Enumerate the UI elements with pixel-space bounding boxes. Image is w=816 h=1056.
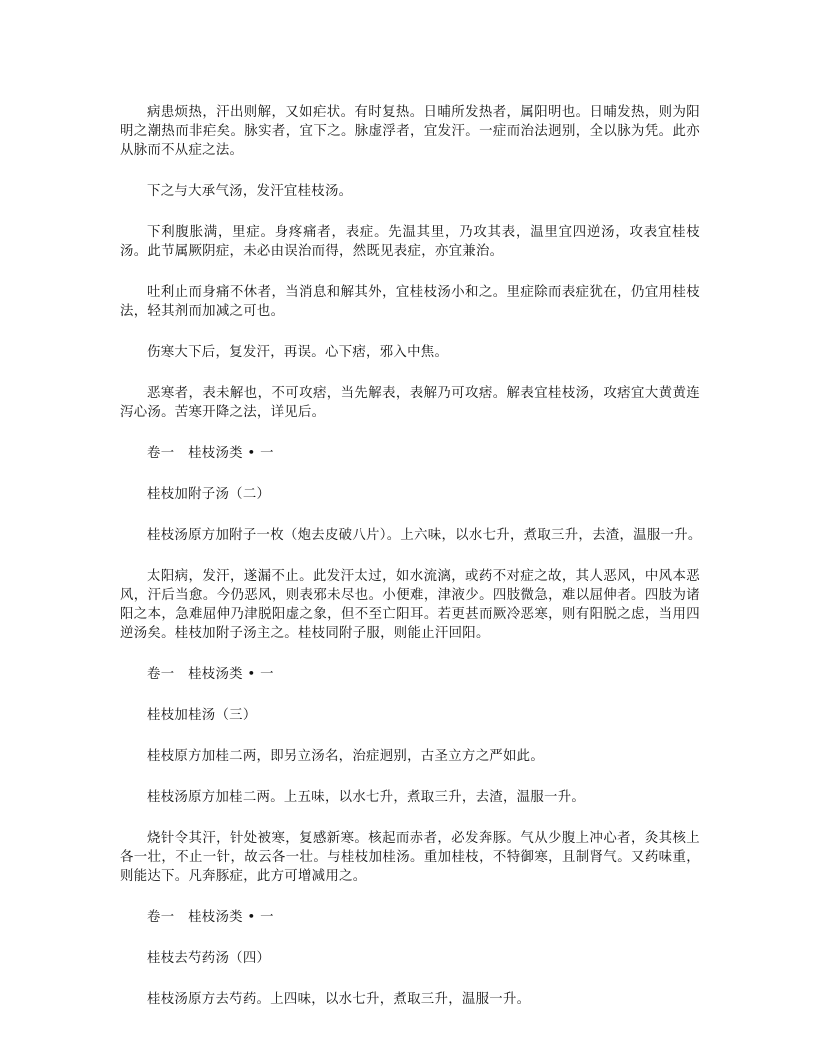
section-header: 卷一 桂枝汤类 • 一 (147, 667, 274, 682)
paragraph-taiyang-sweating: 太阳病，发汗，遂漏不止。此发汗太过，如水流漓，或药不对症之故，其人恶风，中风本恶风，汗后当愈。今仍恶风，则表邪未尽也。小便难，津液少。四肢微急，难以屈伸者。四肢为诸阳之本，急难屈伸乃津脱阳虚之象，但不至亡阳耳。若更甚而厥冷恶寒，则有阳脱之虑，当用四逆汤矣。桂枝加附子汤主之。桂枝同附子服，则能止汗回阳。 (120, 569, 700, 641)
formula-recipe: 桂枝汤原方去芍药。上四味，以水七升，煮取三升，温服一升。 (147, 992, 531, 1007)
paragraph-purge-sweat: 下之与大承气汤，发汗宜桂枝汤。 (147, 184, 353, 199)
formula-recipe: 桂枝汤原方加附子一枚（炮去皮破八片）。上六味，以水七升，煮取三升，去渣，温服一升。 (147, 528, 702, 543)
paragraph-vomiting-stops: 吐利止而身痛不休者，当消息和解其外，宜桂枝汤小和之。里症除而表症犹在，仍宜用桂枝法，轻其剂而加减之可也。 (120, 285, 700, 319)
document-page (120, 103, 700, 1031)
formula-note: 桂枝原方加桂二两，即另立汤名，治症迥别，古圣立方之严如此。 (147, 749, 545, 764)
paragraph-diarrhea-distension: 下利腹胀满，里症。身疼痛者，表症。先温其里，乃攻其表，温里宜四逆汤，攻表宜桂枝汤。此节属厥阴症，未必由误治而得，然既见表症，亦宜兼治。 (120, 225, 700, 259)
formula-title: 桂枝加桂汤（三） (147, 708, 257, 723)
paragraph-cold-damage: 伤寒大下后，复发汗，再误。心下痞，邪入中焦。 (147, 345, 449, 360)
paragraph-burning-needle: 烧针令其汗，针处被寒，复感新寒。核起而赤者，必发奔豚。气从少腹上冲心者，灸其核上各一壮，不止一针，故云各一壮。与桂枝加桂汤。重加桂枝，不特御寒，且制肾气。又药味重，则能达下。凡奔豚症，此方可增减用之。 (120, 831, 700, 884)
section-header: 卷一 桂枝汤类 • 一 (147, 446, 274, 461)
paragraph-fever-pulse: 病患烦热，汗出则解，又如疟状。有时复热。日晡所发热者，属阳明也。日晡发热，则为阳明之潮热而非疟矣。脉实者，宜下之。脉虚浮者，宜发汗。一症而治法迥别，全以脉为凭。此亦从脉而不从症之法。 (120, 105, 700, 158)
formula-title: 桂枝加附子汤（二） (147, 487, 271, 502)
section-header: 卷一 桂枝汤类 • 一 (147, 910, 274, 925)
formula-title: 桂枝去芍药汤（四） (147, 951, 271, 966)
paragraph-aversion-cold: 恶寒者，表未解也，不可攻痞，当先解表，表解乃可攻痞。解表宜桂枝汤，攻痞宜大黄黄连泻心汤。苦寒开降之法，详见后。 (120, 386, 700, 420)
formula-recipe: 桂枝汤原方加桂二两。上五味，以水七升，煮取三升，去渣，温服一升。 (147, 790, 586, 805)
